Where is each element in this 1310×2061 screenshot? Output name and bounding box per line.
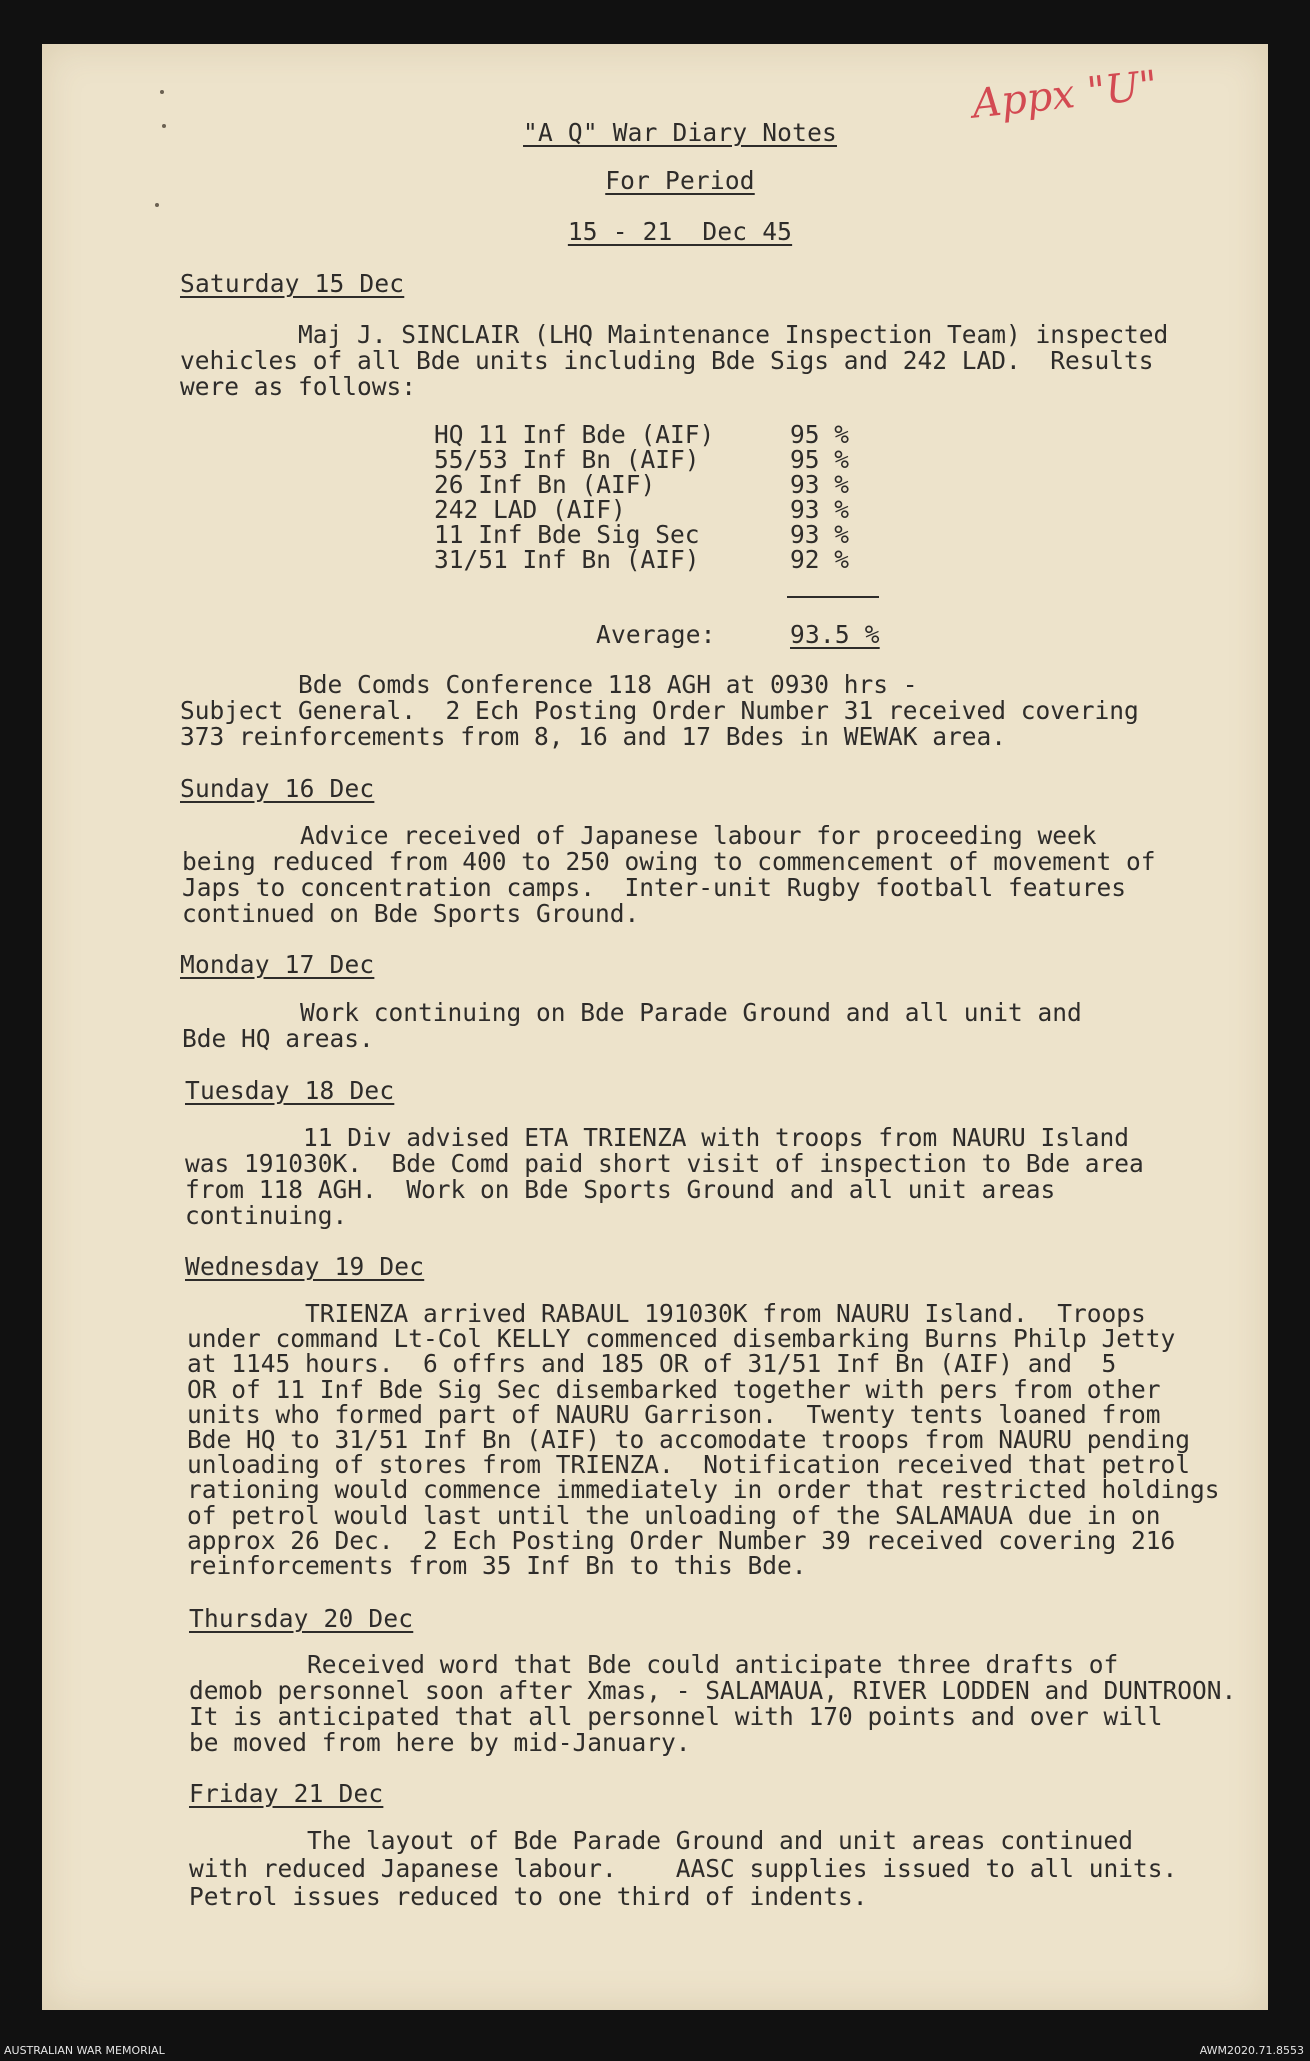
punch-mark — [155, 203, 159, 207]
section-body: Received word that Bde could anticipate three drafts of demob personnel soon after Xmas, - SALAMAUA, RIVER LODDEN and DUNTROON. It is anticipated that all personnel with 170 points and over will be moved from here by mid-January. — [189, 1650, 1237, 1757]
result-percent: 95 % — [790, 445, 850, 474]
section-body: 11 Div advised ETA TRIENZA with troops from NAURU Island was 191030K. Bde Comd paid short visit of inspection to Bde area from 118 AGH. Work on Bde Sports Ground and all unit areas continuing. — [185, 1123, 1144, 1230]
section-heading: Wednesday 19 Dec — [185, 1252, 425, 1281]
result-unit: 11 Inf Bde Sig Sec — [434, 520, 700, 549]
punch-mark — [160, 90, 164, 94]
result-percent: 93 % — [790, 495, 850, 524]
section-heading: Monday 17 Dec — [180, 950, 375, 979]
section-heading: Saturday 15 Dec — [180, 269, 405, 298]
result-percent: 92 % — [790, 545, 850, 574]
handwritten-annotation: Appx "U" — [970, 62, 1160, 128]
document-subtitle: For Period — [605, 166, 755, 195]
result-unit: 31/51 Inf Bn (AIF) — [434, 545, 700, 574]
punch-mark — [162, 124, 166, 128]
average-label: Average: — [596, 620, 716, 649]
result-unit: HQ 11 Inf Bde (AIF) — [434, 420, 715, 449]
result-percent: 95 % — [790, 420, 850, 449]
result-unit: 242 LAD (AIF) — [434, 495, 626, 524]
section-body: TRIENZA arrived RABAUL 191030K from NAURU Island. Troops under command Lt-Col KELLY commenced disembarking Burns Philp Jetty at 1145 hours. 6 offrs and 185 OR of 31/51 Inf Bn (AIF) and 5 OR of 11 Inf Bde Sig Sec disembarked together with pers from other units who formed part of NAURU Garrison. Twenty tents loaned from Bde HQ to 31/51 Inf Bn (AIF) to accomodate troops from NAURU pending unloading of stores from TRIENZA. Notification received that petrol rationing would commence immediately in order that restricted holdings of petrol would last until the unloading of the SALAMAUA due in on approx 26 Dec. 2 Ech Posting Order Number 39 received covering 216 reinforcements from 35 Inf Bn to this Bde. — [187, 1299, 1220, 1581]
document-period: 15 - 21 Dec 45 — [567, 217, 793, 246]
document-title: "A Q" War Diary Notes — [523, 118, 837, 147]
section-heading: Friday 21 Dec — [189, 1779, 384, 1808]
section-body: The layout of Bde Parade Ground and unit areas continued with reduced Japanese labour. AASC supplies issued to all units. Petrol issues reduced to one third of indents. — [189, 1826, 1178, 1911]
total-rule — [787, 596, 879, 598]
archive-reference: AWM2020.71.8553 — [1199, 2044, 1304, 2057]
result-percent: 93 % — [790, 520, 850, 549]
section-heading: Thursday 20 Dec — [189, 1604, 414, 1633]
section-body: Bde Comds Conference 118 AGH at 0930 hrs - Subject General. 2 Ech Posting Order Number 31 received covering 373 reinforcements from 8, 16 and 17 Bdes in WEWAK area. — [180, 670, 1139, 751]
section-body: Advice received of Japanese labour for proceeding week being reduced from 400 to 250 owing to commencement of movement of Japs to concentration camps. Inter-unit Rugby football features continued on Bde Sports Ground. — [182, 821, 1156, 928]
result-percent: 93 % — [790, 470, 850, 499]
section-heading: Sunday 16 Dec — [180, 774, 375, 803]
section-heading: Tuesday 18 Dec — [185, 1076, 395, 1105]
section-body: Work continuing on Bde Parade Ground and all unit and Bde HQ areas. — [182, 998, 1082, 1053]
average-value: 93.5 % — [790, 620, 880, 649]
archive-credit: AUSTRALIAN WAR MEMORIAL — [4, 2044, 165, 2057]
section-body: Maj J. SINCLAIR (LHQ Maintenance Inspection Team) inspected vehicles of all Bde units including Bde Sigs and 242 LAD. Results were as follows: — [180, 320, 1169, 401]
result-unit: 26 Inf Bn (AIF) — [434, 470, 656, 499]
result-unit: 55/53 Inf Bn (AIF) — [434, 445, 700, 474]
